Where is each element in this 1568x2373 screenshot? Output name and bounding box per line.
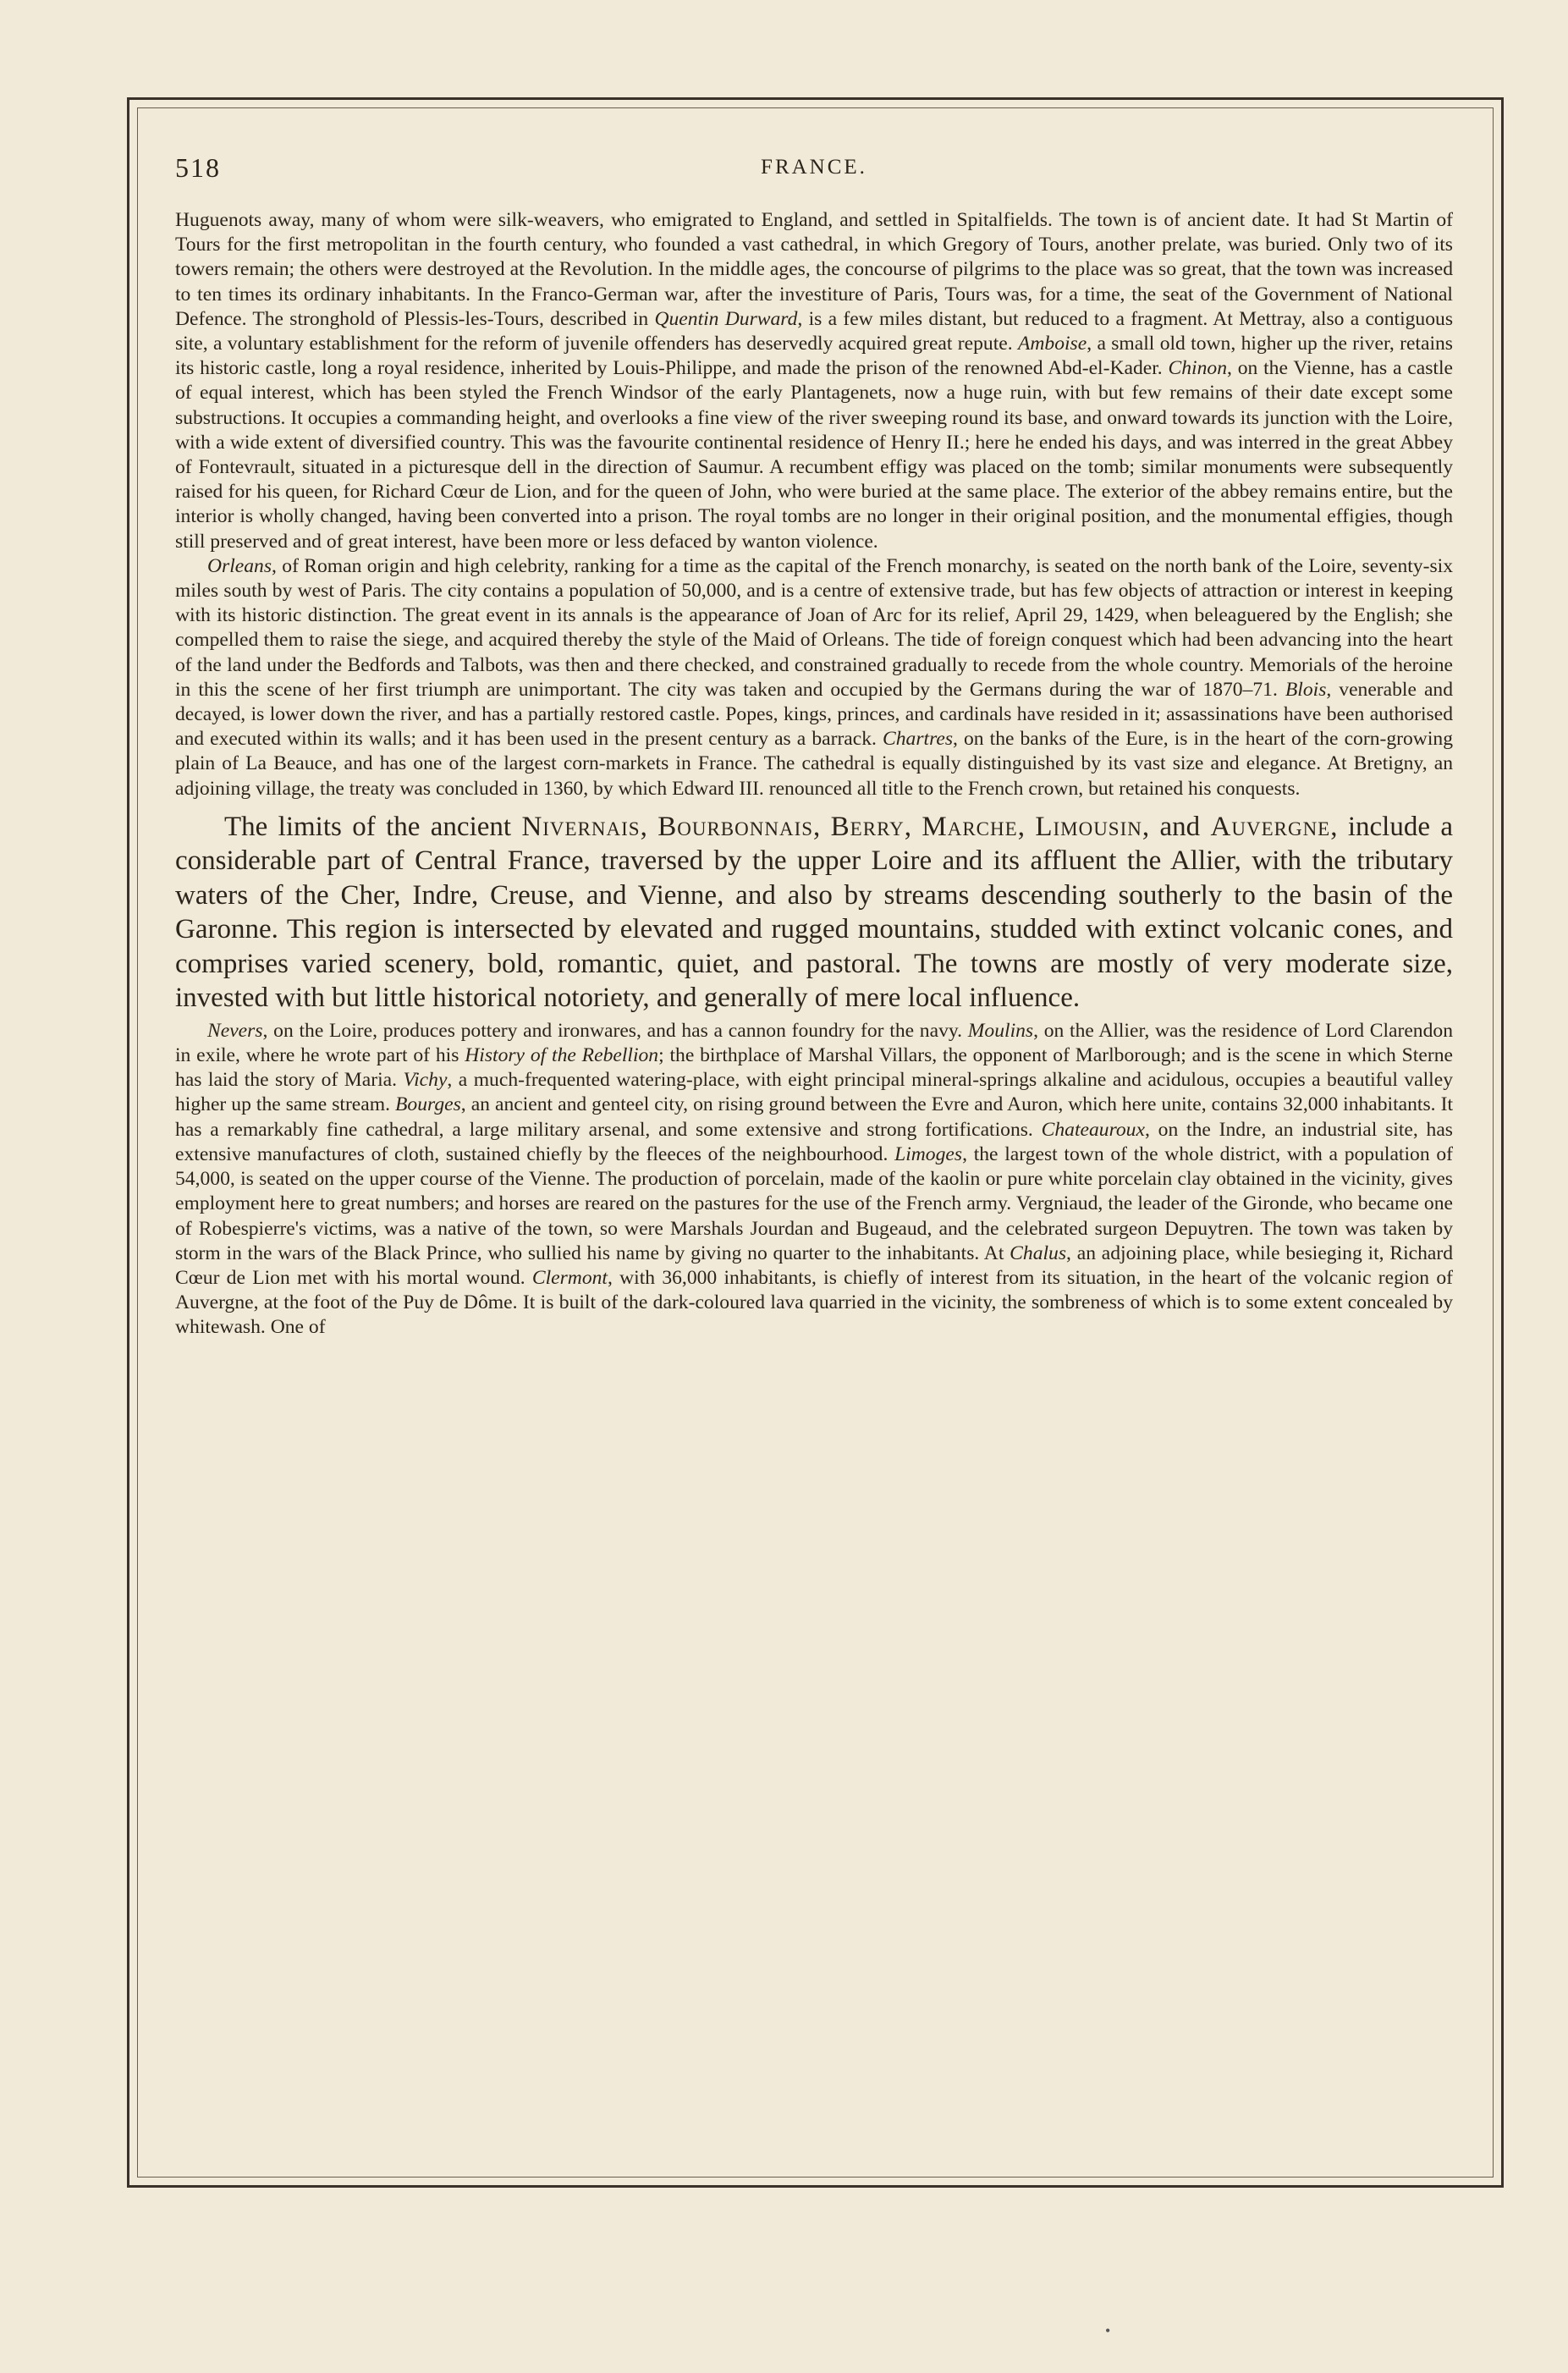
paragraph-orleans: Orleans, of Roman origin and high celebrity, ranking for a time as the capital of the French monarchy, is seated on the north bank of the Loire, seventy-six miles south by west of Paris. The city contains a population of 50,000, and is a centre of extensive trade, but has few objects of attraction or interest in keeping with its historic distinction. The great event in its annals is the appearance of Joan of Arc for its relief, April 29, 1429, when beleaguered by the English; she compelled them to raise the siege, and acquired thereby the style of the Maid of Orleans. The tide of foreign conquest which had been advancing into the heart of the land under the Bedfords and Talbots, was then and there checked, and constrained gradually to recede from the whole country. Memorials of the heroine in this the scene of her first triumph are unimportant. The city was taken and occupied by the Germans during the war of 1870–71. Blois, venerable and decayed, is lower down the river, and has a partially restored castle. Popes, kings, princes, and cardinals have resided in it; assassinations have been authorised and executed within its walls; and it has been used in the present century as a barrack. Chartres, on the banks of the Eure, is in the heart of the corn-growing plain of La Beauce, and has one of the largest corn-markets in France. The cathedral is equally distinguished by its vast size and elegance. At Bretigny, an adjoining village, the treaty was concluded in 1360, by which Edward III. renounced all title to the French crown, but retained his conquests. <box>175 554 1453 800</box>
running-head <box>175 152 1453 193</box>
paragraph-towns: Nevers, on the Loire, produces pottery and ironwares, and has a cannon foundry for the navy. Moulins, on the Allier, was the residence of Lord Clarendon in exile, where he wrote part of his History of the Rebellion; the birthplace of Marshal Villars, the opponent of Marlborough; and is the scene in which Sterne has laid the story of Maria. Vichy, a much-frequented watering-place, with eight principal mineral-springs alkaline and acidulous, occupies a beautiful valley higher up the same stream. Bourges, an ancient and genteel city, on rising ground between the Evre and Auron, which here unite, contains 32,000 inhabitants. It has a remarkably fine cathedral, a large military arsenal, and some extensive and strong fortifications. Chateauroux, on the Indre, an industrial site, has extensive manufactures of cloth, sustained chiefly by the fleeces of the neighbourhood. Limoges, the largest town of the whole district, with a population of 54,000, is seated on the upper course of the Vienne. The production of porcelain, made of the kaolin or pure white porcelain clay obtained in the vicinity, gives employment here to great numbers; and horses are reared on the pastures for the use of the French army. Vergniaud, the leader of the Gironde, who became one of Robespierre's victims, was a native of the town, so were Marshals Jourdan and Bugeaud, and the celebrated surgeon Depuytren. The town was taken by storm in the wars of the Black Prince, who sullied his name by giving no quarter to the inhabitants. At Chalus, an adjoining place, while besieging it, Richard Cœur de Lion met with his mortal wound. Clermont, with 36,000 inhabitants, is chiefly of interest from its situation, in the heart of the volcanic region of Auvergne, at the foot of the Puy de Dôme. It is built of the dark-coloured lava quarried in the vicinity, the sombreness of which is to some extent concealed by whitewash. One of <box>175 1019 1453 1339</box>
book-page <box>175 152 1453 2150</box>
body-text <box>175 208 1453 1341</box>
dot-mark: • <box>1105 2322 1111 2339</box>
header-title: FRANCE. <box>761 156 867 179</box>
paragraph-central-france: The limits of the ancient Nivernais, Bourbonnais, Berry, Marche, Limousin, and Auvergne, include a considerable part of Central France, traversed by the upper Loire and its affluent the Allier, with the tributary waters of the Cher, Indre, Creuse, and Vienne, and also by streams descending southerly to the basin of the Garonne. This region is intersected by elevated and rugged mountains, studded with extinct volcanic cones, and comprises varied scenery, bold, romantic, quiet, and pastoral. The towns are mostly of very moderate size, invested with but little historical notoriety, and generally of mere local influence. <box>175 811 1453 1014</box>
page-number: 518 <box>175 152 221 183</box>
paragraph-tours: Huguenots away, many of whom were silk-weavers, who emigrated to England, and settled in Spitalfields. The town is of ancient date. It had St Martin of Tours for the first metropolitan in the fourth century, who founded a vast cathedral, in which Gregory of Tours, another prelate, was buried. Only two of its towers remain; the others were destroyed at the Revolution. In the middle ages, the concourse of pilgrims to the place was so great, that the town was increased to ten times its ordinary inhabitants. In the Franco-German war, after the investiture of Paris, Tours was, for a time, the seat of the Government of National Defence. The stronghold of Plessis-les-Tours, described in Quentin Durward, is a few miles distant, but reduced to a fragment. At Mettray, also a contiguous site, a voluntary establishment for the reform of juvenile offenders has deservedly acquired great repute. Amboise, a small old town, higher up the river, retains its historic castle, long a royal residence, inherited by Louis-Philippe, and made the prison of the renowned Abd-el-Kader. Chinon, on the Vienne, has a castle of equal interest, which has been styled the French Windsor of the early Plantagenets, now a huge ruin, with but few remains of their date except some substructions. It occupies a commanding height, and overlooks a fine view of the river sweeping round its base, and onward towards its junction with the Loire, with a wide extent of diversified country. This was the favourite continental residence of Henry II.; here he ended his days, and was interred in the great Abbey of Fontevrault, situated in a picturesque dell in the direction of Saumur. A recumbent effigy was placed on the tomb; similar monuments were subsequently raised for his queen, for Richard Cœur de Lion, and for the queen of John, who were buried at the same place. The exterior of the abbey remains entire, but the interior is wholly changed, having been converted into a prison. The royal tombs are no longer in their original position, and the monumental effigies, though still preserved and of great interest, have been more or less defaced by wanton violence. <box>175 209 1453 553</box>
